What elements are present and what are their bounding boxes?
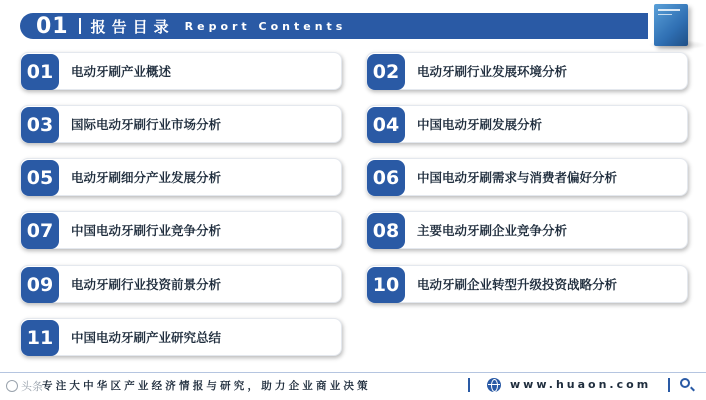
toc-item-label: 中国电动牙刷产业研究总结	[71, 330, 222, 345]
toc-item-04[interactable]	[366, 105, 688, 143]
toc-item-11[interactable]	[20, 318, 342, 356]
watermark-logo	[6, 378, 43, 394]
watermark-text: 头条	[21, 380, 43, 393]
header-bar	[20, 13, 648, 39]
search-icon[interactable]	[680, 378, 690, 388]
toc-number-badge: 01	[21, 54, 59, 90]
toc-item-label: 电动牙刷细分产业发展分析	[71, 170, 222, 185]
page-title: 报告目录	[90, 17, 175, 36]
globe-icon	[487, 378, 501, 392]
toc-number-badge: 10	[367, 267, 405, 303]
toc-item-label: 中国电动牙刷需求与消费者偏好分析	[417, 170, 618, 185]
toc-number-badge: 07	[21, 213, 59, 249]
toc-item-label: 电动牙刷行业投资前景分析	[71, 277, 222, 292]
toc-number-badge: 09	[21, 267, 59, 303]
footer-separator	[668, 378, 670, 392]
toc-item-02[interactable]	[366, 52, 688, 90]
footer-tagline: 专注大中华区产业经济情报与研究，助力企业商业决策	[42, 380, 371, 392]
toc-number-badge: 02	[367, 54, 405, 90]
toc-item-07[interactable]	[20, 211, 342, 249]
footer-divider	[0, 372, 706, 373]
toc-item-label: 主要电动牙刷企业竞争分析	[417, 223, 568, 238]
watermark-circle-icon	[6, 380, 18, 392]
report-book-icon	[654, 4, 688, 46]
footer-separator	[468, 378, 470, 392]
footer	[0, 375, 706, 395]
toc-item-03[interactable]	[20, 105, 342, 143]
toc-item-08[interactable]	[366, 211, 688, 249]
page-subtitle: Report Contents	[184, 19, 347, 33]
toc-item-label: 电动牙刷行业发展环境分析	[417, 64, 568, 79]
toc-item-label: 电动牙刷产业概述	[71, 64, 172, 79]
toc-item-09[interactable]	[20, 265, 342, 303]
toc-item-01[interactable]	[20, 52, 342, 90]
toc-number-badge: 11	[21, 320, 59, 356]
toc-number-badge: 04	[367, 107, 405, 143]
toc-item-10[interactable]	[366, 265, 688, 303]
toc-number-badge: 08	[367, 213, 405, 249]
toc-number-badge: 05	[21, 160, 59, 196]
toc-number-badge: 06	[367, 160, 405, 196]
toc-item-label: 中国电动牙刷行业竞争分析	[71, 223, 222, 238]
toc-item-label: 中国电动牙刷发展分析	[417, 117, 543, 132]
toc-item-label: 国际电动牙刷行业市场分析	[71, 117, 222, 132]
toc-number-badge: 03	[21, 107, 59, 143]
toc-item-06[interactable]	[366, 158, 688, 196]
toc-item-05[interactable]	[20, 158, 342, 196]
toc-item-label: 电动牙刷企业转型升级投资战略分析	[417, 277, 618, 292]
section-number: 01	[36, 13, 69, 39]
footer-url-link[interactable]: www.huaon.com	[510, 378, 652, 391]
header-divider	[79, 18, 81, 34]
